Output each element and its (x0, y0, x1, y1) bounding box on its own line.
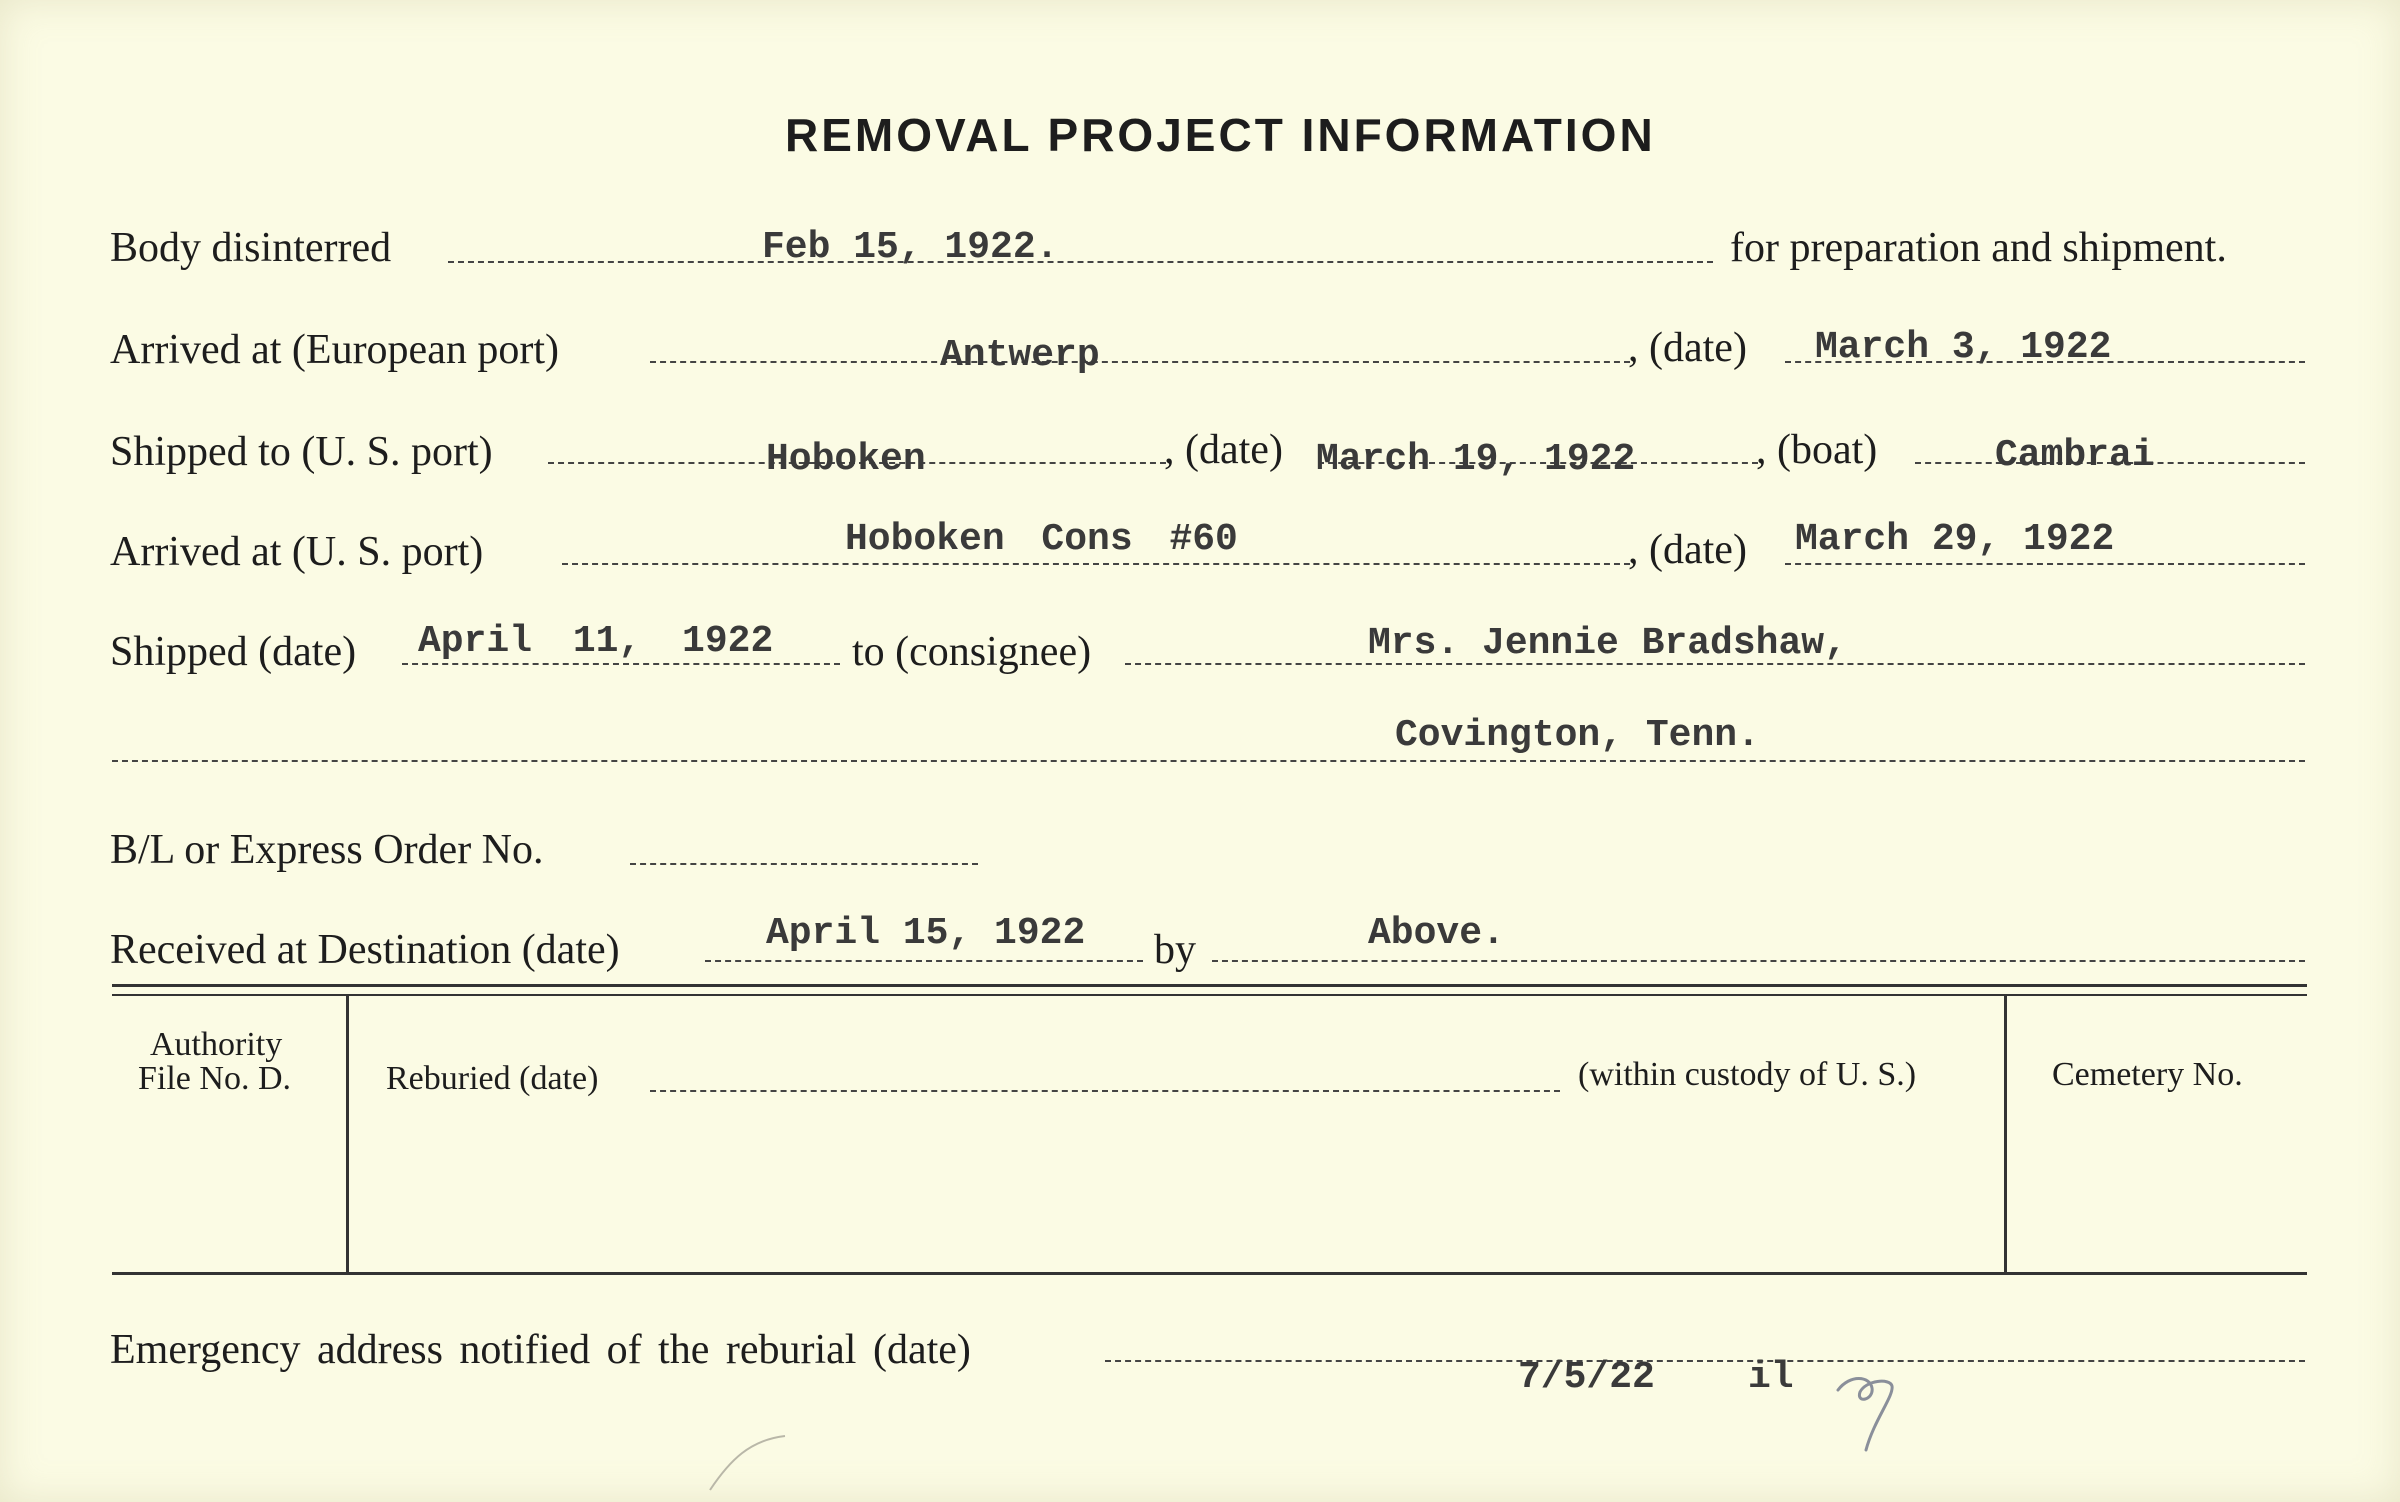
shipped-us-boat-label: , (boat) (1756, 427, 1878, 473)
pencil-stroke (700, 1420, 800, 1500)
shipped-us-label: Shipped to (U. S. port) (110, 429, 493, 475)
custody-label: (within custody of U. S.) (1578, 1056, 1917, 1093)
authority-label-2: File No. D. (138, 1060, 291, 1097)
shipped-us-boat: Cambrai (1995, 434, 2155, 477)
received-label: Received at Destination (date) (110, 927, 620, 973)
arrived-us-port: Hoboken Cons #60 (845, 518, 1238, 561)
box-top-rule-2 (112, 994, 2307, 996)
box-divider-left (346, 996, 349, 1272)
consignee-label: to (consignee) (852, 629, 1092, 675)
received-date-line (705, 960, 1143, 962)
shipped-us-date: March 19, 1922 (1316, 438, 1636, 481)
disinterred-value: Feb 15, 1922. (762, 226, 1059, 269)
emergency-line (1105, 1360, 2305, 1362)
emergency-label: Emergency address notified of the reburial (date) (110, 1327, 971, 1373)
consignee-line-2 (112, 760, 2305, 762)
received-by-line (1212, 960, 2305, 962)
handwritten-mark (1830, 1370, 1910, 1460)
shipped-date: April 11, 1922 (418, 620, 774, 663)
reburied-line (650, 1090, 1560, 1092)
received-date: April 15, 1922 (766, 912, 1086, 955)
arrived-european-date-label: , (date) (1628, 325, 1747, 371)
reburied-label: Reburied (date) (386, 1060, 599, 1097)
disinterred-line (448, 261, 1713, 263)
bl-line (630, 863, 978, 865)
arrived-us-date-label: , (date) (1628, 527, 1747, 573)
bl-label: B/L or Express Order No. (110, 827, 544, 873)
disinterred-label: Body disinterred (110, 225, 392, 271)
arrived-us-line (562, 563, 1630, 565)
received-by-label: by (1154, 927, 1196, 973)
emergency-initials: il (1748, 1356, 1794, 1399)
arrived-european-line (650, 361, 1630, 363)
shipped-us-date-label: , (date) (1164, 427, 1283, 473)
consignee-name: Mrs. Jennie Bradshaw, (1368, 622, 1847, 665)
card-title: REMOVAL PROJECT INFORMATION (785, 109, 1656, 161)
box-divider-right (2004, 996, 2007, 1272)
arrived-us-date-line (1785, 563, 2305, 565)
box-top-rule-1 (112, 984, 2307, 987)
cemetery-label: Cemetery No. (2052, 1056, 2243, 1093)
arrived-us-date: March 29, 1922 (1795, 518, 2115, 561)
disinterred-suffix: for preparation and shipment. (1730, 225, 2227, 271)
arrived-european-date: March 3, 1922 (1815, 326, 2112, 369)
shipped-us-port: Hoboken (766, 438, 926, 481)
arrived-european-port: Antwerp (940, 334, 1100, 377)
shipped-date-label: Shipped (date) (110, 629, 357, 675)
authority-label-1: Authority (150, 1026, 283, 1063)
consignee-address: Covington, Tenn. (1395, 714, 1760, 757)
box-bottom-rule (112, 1272, 2307, 1275)
received-by: Above. (1368, 912, 1505, 955)
shipped-date-line (402, 663, 840, 665)
arrived-european-label: Arrived at (European port) (110, 327, 559, 373)
emergency-date: 7/5/22 (1518, 1356, 1655, 1399)
arrived-us-label: Arrived at (U. S. port) (110, 529, 484, 575)
